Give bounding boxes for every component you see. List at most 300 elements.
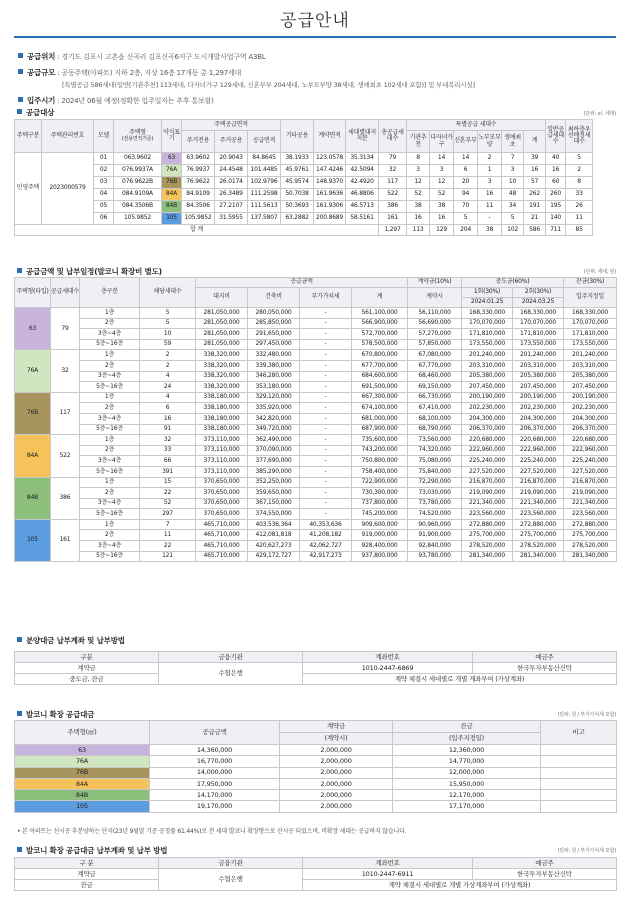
cell-deposit: 73,780,000 xyxy=(408,498,462,509)
cell-m1: 275,700,000 xyxy=(462,530,513,541)
cell-count: 121 xyxy=(140,551,196,562)
cell-m2: 173,550,000 xyxy=(513,339,564,350)
table-row xyxy=(15,350,617,361)
cell-m1: 220,680,000 xyxy=(462,435,513,446)
cell-virtual-account: 계약 체결시 세대별로 개별 가상계좌부여 (가상계좌) xyxy=(303,880,617,891)
cell-units: 32 xyxy=(51,350,80,392)
cell-model: 03 xyxy=(94,177,114,189)
table-row xyxy=(15,213,617,225)
cell-count: 10 xyxy=(140,329,196,340)
cell-m1: 216,870,000 xyxy=(462,477,513,488)
cell-supply: 137.5807 xyxy=(248,213,281,225)
cell-total: 32 xyxy=(379,165,407,177)
balcony-note: • 본 아파트는 선시공 후분양하는 단지(23년 9월말 기준 공정률 61.44%)로 전 세대 발코니 확장형으로 선시공 되었으며, 비확장 세대는 공급하지 않습니다. xyxy=(17,828,407,835)
cell-supply: 101.4485 xyxy=(248,165,281,177)
col-sp-firsttime: 생애최초 xyxy=(502,131,524,153)
cell-balance: 173,550,000 xyxy=(564,339,617,350)
supply-target-table xyxy=(14,119,617,236)
cell-build-cost: 342,820,000 xyxy=(248,413,300,424)
cell-floor: 1층 xyxy=(80,308,140,319)
cell-contract: 161.9306 xyxy=(314,201,346,213)
cell-bank: 수협은행 xyxy=(159,869,303,891)
cell-model: 04 xyxy=(94,189,114,201)
cell-land-cost: 338,320,000 xyxy=(196,360,248,371)
unit-label: (단위: ㎡, 세대) xyxy=(583,111,616,117)
cell-land-cost: 370,650,000 xyxy=(196,477,248,488)
cell-balance: 201,240,000 xyxy=(564,350,617,361)
cell-vat: - xyxy=(300,350,352,361)
cell-price: 14,360,000 xyxy=(150,745,280,756)
cell-floor: 1층 xyxy=(80,392,140,403)
cell-count: 7 xyxy=(140,519,196,530)
cell-deposit: 56,110,000 xyxy=(408,308,462,319)
cell-m1: 201,240,000 xyxy=(462,350,513,361)
table-row xyxy=(15,339,617,350)
cell-land-cost: 338,180,000 xyxy=(196,403,248,414)
cell-other: 63.2882 xyxy=(281,213,314,225)
cell-account-no: 1010-2447-6869 xyxy=(303,663,473,674)
cell-total: 79 xyxy=(379,153,407,165)
cell-sum: 667,300,000 xyxy=(352,392,408,403)
cell-exclusive: 84.9109 xyxy=(182,189,215,201)
balcony-account-table xyxy=(14,857,617,891)
cell-balance: 205,380,000 xyxy=(564,371,617,382)
col-account-no: 계좌번호 xyxy=(303,652,473,663)
cell-land-cost: 465,710,000 xyxy=(196,541,248,552)
cell-deposit: 92,840,000 xyxy=(408,541,462,552)
bullet-square-icon xyxy=(17,847,22,852)
cell-vat: - xyxy=(300,456,352,467)
section-balcony-account: 발코니 확장 공급대금 납부계좌 및 납부 방법 xyxy=(17,845,167,856)
cell-count: 59 xyxy=(140,339,196,350)
cell-floor: 2층 xyxy=(80,360,140,371)
cell-vat: - xyxy=(300,435,352,446)
cell-contract: 161.9636 xyxy=(314,189,346,201)
cell-other: 50.3693 xyxy=(281,201,314,213)
cell-balance: 222,960,000 xyxy=(564,445,617,456)
section-supply-target: 공급대상 xyxy=(17,107,54,118)
cell-sp-sum: 191 xyxy=(524,201,546,213)
cell-m2: 200,190,000 xyxy=(513,392,564,403)
cell-balance: 203,310,000 xyxy=(564,360,617,371)
bullet-square-icon xyxy=(17,637,22,642)
cell-vat: - xyxy=(300,360,352,371)
cell-balance: 221,340,000 xyxy=(564,498,617,509)
cell-sum: 737,800,000 xyxy=(352,498,408,509)
cell-total: 161 xyxy=(379,213,407,225)
col-type: 주택형(타입) xyxy=(15,278,51,308)
cell-m2: 201,240,000 xyxy=(513,350,564,361)
cell-vat: - xyxy=(300,371,352,382)
cell-balance: 227,520,000 xyxy=(564,466,617,477)
section-account: 분양대금 납부계좌 및 납부방법 xyxy=(17,635,125,646)
cell-land-cost: 373,110,000 xyxy=(196,445,248,456)
cell-sum: 743,200,000 xyxy=(352,445,408,456)
cell-deposit: 2,000,000 xyxy=(280,756,393,767)
cell-build-cost: 339,380,000 xyxy=(248,360,300,371)
cell-land-cost: 281,050,000 xyxy=(196,318,248,329)
cell-build-cost: 335,920,000 xyxy=(248,403,300,414)
cell-lowest: 5 xyxy=(566,153,593,165)
cell-count: 11 xyxy=(140,530,196,541)
cell-floor: 1층 xyxy=(80,477,140,488)
cell-sum: 572,700,000 xyxy=(352,329,408,340)
col-build-cost: 건축비 xyxy=(248,288,300,308)
cell-type: 84B xyxy=(15,790,150,801)
col-land-share: 세대별대지지분 xyxy=(346,120,379,153)
cell-price: 19,170,000 xyxy=(150,801,280,812)
cell-units: 522 xyxy=(51,435,80,477)
cell-build-cost: 429,172,727 xyxy=(248,551,300,562)
cell-balance: 15,950,000 xyxy=(393,778,541,789)
cell-total-value: 586 xyxy=(524,225,546,236)
cell-units: 386 xyxy=(51,477,80,519)
cell-m2: 207,450,000 xyxy=(513,382,564,393)
table-row xyxy=(15,778,617,789)
cell-common: 26.3489 xyxy=(215,189,248,201)
title-divider xyxy=(14,36,616,38)
cell-build-cost: 412,081,818 xyxy=(248,530,300,541)
cell-sp-parents: 11 xyxy=(478,201,502,213)
cell-count: 66 xyxy=(140,456,196,467)
cell-m1: 168,330,000 xyxy=(462,308,513,319)
cell-m1: 203,310,000 xyxy=(462,360,513,371)
cell-build-cost: 346,280,000 xyxy=(248,371,300,382)
info-location: 공급위치 : 경기도 김포시 고촌읍 신곡리 김포신곡6지구 도시개발사업구역 A3BL xyxy=(18,51,266,63)
cell-m2: 223,560,000 xyxy=(513,509,564,520)
cell-supply: 84.8645 xyxy=(248,153,281,165)
cell-build-cost: 374,550,000 xyxy=(248,509,300,520)
col-balance: 잔금 xyxy=(393,721,541,733)
cell-sum: 730,300,000 xyxy=(352,488,408,499)
cell-contract: 147.4246 xyxy=(314,165,346,177)
cell-count: 15 xyxy=(140,477,196,488)
col-vat: 부가가치세 xyxy=(300,288,352,308)
col-model: 모델 xyxy=(94,120,114,153)
cell-total-value: 102 xyxy=(502,225,524,236)
cell-land: 46.8806 xyxy=(346,189,379,201)
cell-sp-firsttime: 7 xyxy=(502,153,524,165)
cell-units: 79 xyxy=(51,308,80,350)
cell-vat: - xyxy=(300,498,352,509)
cell-count: 22 xyxy=(140,541,196,552)
cell-total-value: 85 xyxy=(566,225,593,236)
col-units: 공급세대수 xyxy=(51,278,80,308)
cell-short: 76A xyxy=(162,165,182,177)
cell-other: 38.1933 xyxy=(281,153,314,165)
cell-floor: 5층~16층 xyxy=(80,466,140,477)
cell-m1: 281,340,000 xyxy=(462,551,513,562)
cell-short: 84B xyxy=(162,201,182,213)
col-category: 구 분 xyxy=(15,858,159,869)
cell-balance: 206,370,000 xyxy=(564,424,617,435)
col-holder: 예금주 xyxy=(473,858,617,869)
cell-exclusive: 63.9602 xyxy=(182,153,215,165)
cell-m2: 220,680,000 xyxy=(513,435,564,446)
cell-sp-sum: 262 xyxy=(524,189,546,201)
cell-floor: 3층~4층 xyxy=(80,329,140,340)
cell-m1: 272,880,000 xyxy=(462,519,513,530)
cell-lowest: 11 xyxy=(566,213,593,225)
cell-total-value: 1,297 xyxy=(379,225,407,236)
cell-price: 14,170,000 xyxy=(150,790,280,801)
cell-m2: 278,520,000 xyxy=(513,541,564,552)
cell-other: 45.9761 xyxy=(281,165,314,177)
cell-build-cost: 353,180,000 xyxy=(248,382,300,393)
cell-deposit: 67,770,000 xyxy=(408,360,462,371)
cell-balance: 207,450,000 xyxy=(564,382,617,393)
cell-build-cost: 385,290,000 xyxy=(248,466,300,477)
col-bank: 금융기관 xyxy=(159,858,303,869)
cell-m1: 223,560,000 xyxy=(462,509,513,520)
cell-balance: 219,090,000 xyxy=(564,488,617,499)
cell-sp-firsttime: 3 xyxy=(502,165,524,177)
table-row xyxy=(15,360,617,371)
cell-sp-agency: 38 xyxy=(407,201,430,213)
info-movein: 입주시기 : 2024년 06월 예정(정확한 입주일자는 추후 통보함) xyxy=(18,95,214,107)
cell-land: 58.5161 xyxy=(346,213,379,225)
cell-exclusive: 76.9937 xyxy=(182,165,215,177)
cell-land-cost: 338,180,000 xyxy=(196,392,248,403)
cell-floor: 5층~16층 xyxy=(80,382,140,393)
cell-deposit: 68,100,000 xyxy=(408,413,462,424)
table-row xyxy=(15,413,617,424)
table-row xyxy=(15,329,617,340)
table-row xyxy=(15,435,617,446)
cell-vat: 41,208,182 xyxy=(300,530,352,541)
cell-floor: 1층 xyxy=(80,435,140,446)
cell-land: 42.5094 xyxy=(346,165,379,177)
cell-sum: 750,800,000 xyxy=(352,456,408,467)
col-balance-when: 입주지정일 xyxy=(564,288,617,308)
cell-type: 63 xyxy=(15,745,150,756)
cell-m1: 206,370,000 xyxy=(462,424,513,435)
cell-floor: 3층~4층 xyxy=(80,456,140,467)
cell-lowest: 26 xyxy=(566,201,593,213)
section-balcony: 발코니 확장 공급대금 xyxy=(17,709,94,720)
cell-land-cost: 281,050,000 xyxy=(196,329,248,340)
cell-sp-parents: 1 xyxy=(478,165,502,177)
col-m1-date: 2024.01.25 xyxy=(462,298,513,308)
cell-balance: 220,680,000 xyxy=(564,435,617,446)
cell-count: 24 xyxy=(140,382,196,393)
cell-vat: - xyxy=(300,424,352,435)
cell-vat: - xyxy=(300,509,352,520)
table-row xyxy=(15,466,617,477)
bullet-square-icon xyxy=(18,53,23,58)
cell-balance: 170,070,000 xyxy=(564,318,617,329)
cell-deposit: 73,030,000 xyxy=(408,488,462,499)
cell-vat: 40,353,636 xyxy=(300,519,352,530)
cell-land-cost: 370,650,000 xyxy=(196,488,248,499)
cell-sp-agency: 52 xyxy=(407,189,430,201)
cell-build-cost: 291,650,000 xyxy=(248,329,300,340)
col-m1: 1회(30%) xyxy=(462,288,513,298)
cell-vat: - xyxy=(300,329,352,340)
cell-short: 105 xyxy=(162,213,182,225)
cell-deposit: 74,320,000 xyxy=(408,445,462,456)
cell-land-cost: 370,650,000 xyxy=(196,498,248,509)
table-row xyxy=(15,456,617,467)
cell-land-cost: 281,050,000 xyxy=(196,339,248,350)
cell-sp-newlywed: 94 xyxy=(454,189,478,201)
cell-general: 195 xyxy=(546,201,566,213)
cell-balance: 204,300,000 xyxy=(564,413,617,424)
col-balance-when: (입주지정일) xyxy=(393,733,541,745)
table-row xyxy=(15,392,617,403)
col-balance: 잔금(30%) xyxy=(564,278,617,288)
cell-type: 84A xyxy=(15,778,150,789)
cell-deposit: 계약금 xyxy=(15,663,159,674)
cell-vat: - xyxy=(300,413,352,424)
cell-sp-agency: 12 xyxy=(407,177,430,189)
cell-balance: 223,560,000 xyxy=(564,509,617,520)
cell-size: 084.3506B xyxy=(114,201,162,213)
col-land-cost: 대지비 xyxy=(196,288,248,308)
table-row xyxy=(15,551,617,562)
cell-build-cost: 297,450,000 xyxy=(248,339,300,350)
cell-build-cost: 285,850,000 xyxy=(248,318,300,329)
table-row xyxy=(15,308,617,319)
unit-label: (단위: 세대, 원) xyxy=(583,269,616,275)
cell-floor: 1층 xyxy=(80,519,140,530)
col-m2: 2회(30%) xyxy=(513,288,564,298)
cell-land: 46.5713 xyxy=(346,201,379,213)
col-middle: 중도금(60%) xyxy=(462,278,564,288)
cell-land-cost: 373,110,000 xyxy=(196,466,248,477)
cell-land-cost: 373,110,000 xyxy=(196,456,248,467)
cell-deposit: 67,080,000 xyxy=(408,350,462,361)
cell-deposit: 69,150,000 xyxy=(408,382,462,393)
cell-count: 22 xyxy=(140,488,196,499)
cell-lowest: 33 xyxy=(566,189,593,201)
table-row xyxy=(15,509,617,520)
col-short-label: 약식표기 xyxy=(162,120,182,153)
cell-m2: 206,370,000 xyxy=(513,424,564,435)
col-general-supply: 일반공급세대수 xyxy=(546,120,566,153)
cell-deposit: 67,410,000 xyxy=(408,403,462,414)
cell-build-cost: 329,120,000 xyxy=(248,392,300,403)
balcony-table xyxy=(14,720,617,813)
cell-sp-multichild: 14 xyxy=(430,153,454,165)
col-price: 공급금액 xyxy=(150,721,280,745)
cell-size: 063.9602 xyxy=(114,153,162,165)
cell-middle-balance: 중도금, 잔금 xyxy=(15,674,159,685)
cell-sum: 758,400,000 xyxy=(352,466,408,477)
cell-build-cost: 349,720,000 xyxy=(248,424,300,435)
cell-common: 27.2107 xyxy=(215,201,248,213)
table-row xyxy=(15,424,617,435)
cell-common: 26.0174 xyxy=(215,177,248,189)
cell-m1: 171,810,000 xyxy=(462,329,513,340)
cell-balance: 12,000,000 xyxy=(393,767,541,778)
cell-vat: - xyxy=(300,403,352,414)
cell-count: 16 xyxy=(140,413,196,424)
table-row xyxy=(15,153,617,165)
col-m2-date: 2024.03.25 xyxy=(513,298,564,308)
cell-build-cost: 352,250,000 xyxy=(248,477,300,488)
col-bank: 금융기관 xyxy=(159,652,303,663)
cell-sum: 928,400,000 xyxy=(352,541,408,552)
cell-deposit: 2,000,000 xyxy=(280,778,393,789)
cell-balance: 278,520,000 xyxy=(564,541,617,552)
account-table xyxy=(14,651,617,685)
cell-deposit: 75,080,000 xyxy=(408,456,462,467)
cell-common: 20.9043 xyxy=(215,153,248,165)
cell-m1: 170,070,000 xyxy=(462,318,513,329)
cell-sp-newlywed: 14 xyxy=(454,153,478,165)
cell-m2: 222,960,000 xyxy=(513,445,564,456)
cell-sp-parents: 16 xyxy=(478,189,502,201)
cell-mgmt-number: 2023000579 xyxy=(42,153,94,225)
cell-land-cost: 338,320,000 xyxy=(196,350,248,361)
col-count: 해당세대수 xyxy=(140,278,196,308)
table-row xyxy=(15,498,617,509)
cell-units: 117 xyxy=(51,392,80,434)
cell-supply: 111.2598 xyxy=(248,189,281,201)
table-row xyxy=(15,445,617,456)
cell-general: 40 xyxy=(546,153,566,165)
col-house-size: 주택형 (전용면적기준) xyxy=(114,120,162,153)
cell-general: 16 xyxy=(546,165,566,177)
cell-count: 391 xyxy=(140,466,196,477)
cell-contract: 148.9370 xyxy=(314,177,346,189)
table-row xyxy=(15,165,617,177)
cell-size: 105.9852 xyxy=(114,213,162,225)
cell-build-cost: 420,627,273 xyxy=(248,541,300,552)
cell-floor: 2층 xyxy=(80,403,140,414)
cell-sp-sum: 39 xyxy=(524,153,546,165)
bullet-square-icon xyxy=(17,109,22,114)
table-row xyxy=(15,488,617,499)
cell-m1: 173,550,000 xyxy=(462,339,513,350)
cell-floor: 5층~16층 xyxy=(80,339,140,350)
cell-sp-agency: 16 xyxy=(407,213,430,225)
col-category: 구분 xyxy=(15,652,159,663)
price-table xyxy=(14,277,617,562)
cell-type: 84A xyxy=(15,435,51,477)
table-row xyxy=(15,530,617,541)
cell-vat: 42,917,273 xyxy=(300,551,352,562)
cell-m1: 221,340,000 xyxy=(462,498,513,509)
table-row xyxy=(15,318,617,329)
cell-floor: 2층 xyxy=(80,530,140,541)
cell-sp-multichild: 38 xyxy=(430,201,454,213)
cell-build-cost: 332,480,000 xyxy=(248,350,300,361)
cell-vat: - xyxy=(300,318,352,329)
cell-deposit: 계약금 xyxy=(15,869,159,880)
cell-vat: - xyxy=(300,477,352,488)
table-row xyxy=(15,403,617,414)
table-row xyxy=(15,201,617,213)
cell-deposit: 57,270,000 xyxy=(408,329,462,340)
cell-balance: 272,880,000 xyxy=(564,519,617,530)
cell-vat: - xyxy=(300,488,352,499)
col-deposit-when: (계약시) xyxy=(280,733,393,745)
cell-balance: 275,700,000 xyxy=(564,530,617,541)
cell-m1: 227,520,000 xyxy=(462,466,513,477)
col-sp-sum: 계 xyxy=(524,131,546,153)
cell-account-no: 1010-2447-6911 xyxy=(303,869,473,880)
cell-count: 2 xyxy=(140,360,196,371)
cell-common: 24.4548 xyxy=(215,165,248,177)
cell-supply: 102.9796 xyxy=(248,177,281,189)
cell-note xyxy=(541,745,617,756)
cell-deposit: 56,690,000 xyxy=(408,318,462,329)
cell-sp-multichild: 16 xyxy=(430,213,454,225)
cell-general: 140 xyxy=(546,213,566,225)
cell-deposit: 75,840,000 xyxy=(408,466,462,477)
